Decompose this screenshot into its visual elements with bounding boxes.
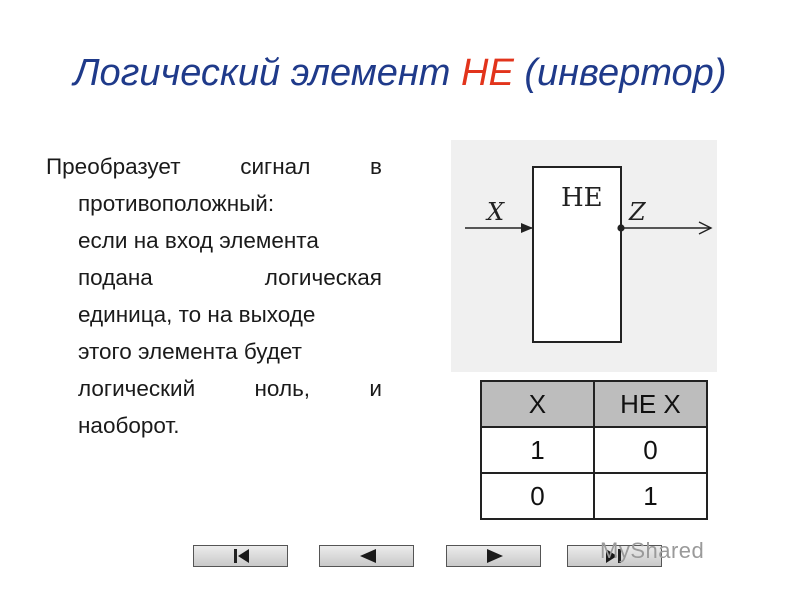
text-word: в [370, 154, 382, 179]
next-icon [447, 546, 542, 566]
slide-title [0, 52, 800, 95]
table-cell: 1 [594, 473, 707, 519]
next-slide-button[interactable] [446, 545, 541, 567]
watermark-text: MyShared [600, 538, 705, 563]
title-tail: (инвертор) [513, 52, 727, 94]
table-row [481, 427, 707, 473]
title-accent: НЕ [461, 52, 514, 94]
input-label: X [487, 198, 505, 226]
text-word: сигнал [240, 154, 311, 179]
text-line-7 [46, 370, 382, 407]
text-line-3: если на вход элемента [78, 228, 319, 253]
text-line-8: наоборот. [78, 413, 180, 438]
table-header-row [481, 381, 707, 427]
text-word: логическая [264, 265, 382, 290]
inversion-dot-icon [617, 224, 624, 231]
text-word: и [369, 376, 382, 401]
text-word: подана [78, 265, 153, 290]
table-header-not-x: НЕ X [594, 381, 707, 427]
table-header-x: X [481, 381, 594, 427]
table-cell: 0 [481, 473, 594, 519]
table-row [481, 473, 707, 519]
text-word: ноль, [254, 376, 311, 401]
text-line-5: единица, то на выходе [78, 302, 316, 327]
truth-table [480, 380, 708, 520]
first-slide-button[interactable] [193, 545, 288, 567]
title-main: Логический элемент [73, 52, 461, 94]
text-line-2: противоположный: [78, 191, 275, 216]
gate-label: НЕ [561, 183, 603, 213]
not-gate-svg [451, 140, 717, 372]
first-icon [194, 546, 289, 566]
input-arrow-icon [521, 223, 533, 233]
table-cell: 1 [481, 427, 594, 473]
text-line-6: этого элемента будет [78, 339, 302, 364]
not-gate-diagram [451, 140, 717, 372]
table-cell: 0 [594, 427, 707, 473]
text-word: Преобразует [46, 154, 181, 179]
output-label: Z [629, 198, 646, 226]
text-word: логический [78, 376, 196, 401]
prev-slide-button[interactable] [319, 545, 414, 567]
text-line-4 [46, 259, 382, 296]
prev-icon [320, 546, 415, 566]
description-text [46, 148, 382, 444]
text-line-1 [46, 148, 382, 185]
